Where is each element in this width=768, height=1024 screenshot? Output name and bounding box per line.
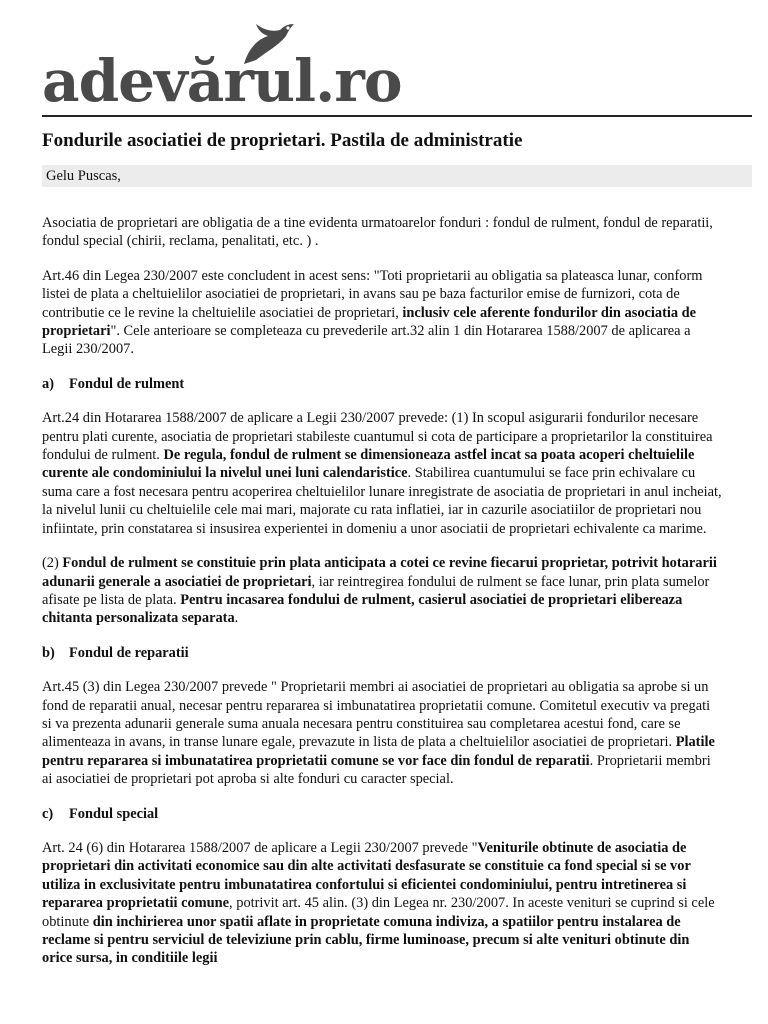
emphasis-run: Pentru incasarea fondului de rulment, casierul asociatiei de proprietari elibereaza chitanta personalizata separata xyxy=(42,591,683,627)
emphasis-run: Fondul de rulment se constituie prin plata anticipata a cotei ce revine fiecarui proprietar, potrivit hotararii adunarii generale a asociatiei de proprietari xyxy=(42,555,717,590)
art24-paragraph xyxy=(42,409,722,538)
section-title: Fondul de rulment xyxy=(69,375,185,392)
emphasis-run: Platile pentru repararea si imbunatatirea proprietatii comune se vor face din fondul de reparatii xyxy=(42,734,715,769)
text-run: Art. 24 (6) din Hotararea 1588/2007 de aplicare a Legii 230/2007 prevede " xyxy=(42,839,478,856)
section-heading-b xyxy=(42,644,722,662)
text-run: (2) xyxy=(42,555,63,572)
text-run: . Stabilirea cuantumului se face prin echivalare cu suma care a fost necesara pentru acoperirea cheltuielilor lunare inregistrate de asociatia de proprietari in anul incheiat, la nivelul lunii cu cheltuielile cele mai mari, majorate cu rata inflatiei, iar in cazurile asociatiilor de proprietari nou infiintate, prin constatarea si insusirea experientei in domeniu a unor asociatii de proprietari echivalente ca marime. xyxy=(42,465,722,537)
section-heading-c xyxy=(42,805,722,823)
text-run: Art.46 din Legea 230/2007 este concludent in acest sens: "Toti proprietarii au obligatia sa plateasca lunar, conform listei de plata a cheltuielilor asociatiei de proprietari, in avans sau pe baza facturilor emise de furnizori, cota de contributie ce le revine la cheltuielile asociatiei de proprietari, xyxy=(42,267,703,321)
article-title: Fondurile asociatiei de proprietari. Pastila de administratie xyxy=(42,130,523,151)
section-letter: b) xyxy=(42,644,55,661)
art24-6-paragraph xyxy=(42,839,722,968)
masthead xyxy=(42,20,742,120)
emphasis-run: Veniturile obtinute de asociatia de proprietari din activitati economice sau din alte activitati desfasurate se constituie ca fond special si se vor utiliza in exclusivitate pentru imbunatatirea confortului si eficientei condominiului, pentru intretinerea si repararea proprietatii comune xyxy=(42,839,691,912)
section-heading-a xyxy=(42,375,722,393)
intro-paragraph: Asociatia de proprietari are obligatia de a tine evidenta urmatoarelor fonduri : fondul de rulment, fondul de reparatii, fondul special (chirii, reclama, penalitati, etc. ) . xyxy=(42,215,713,250)
text-run: . xyxy=(234,610,239,627)
article-author: Gelu Puscas, xyxy=(46,168,121,184)
site-logo: adevărul.ro xyxy=(42,47,402,115)
text-run: , iar reintregirea fondului de rulment se face lunar, prin plata sumelor afisate pe lista de plata. xyxy=(42,573,710,608)
art46-paragraph xyxy=(42,267,722,359)
text-run: , potrivit art. 45 alin. (3) din Legea nr. 230/2007. In aceste venituri se cuprind si cele obtinute xyxy=(42,895,715,930)
text-run: ". Cele anterioare se completeaza cu prevederile art.32 alin 1 din Hotararea 1588/2007 de aplicarea a Legii 230/2007. xyxy=(42,323,691,358)
section-title: Fondul de reparatii xyxy=(69,644,189,661)
emphasis-run: De regula, fondul de rulment se dimensioneaza astfel incat sa poata acoperi cheltuielile curente ale condominiului la nivelul unei luni calendaristice xyxy=(42,447,695,482)
art45-paragraph xyxy=(42,678,722,788)
art24-2-paragraph xyxy=(42,554,722,628)
section-letter: c) xyxy=(42,805,54,822)
emphasis-run: inclusiv cele aferente fondurilor din asociatia de proprietari xyxy=(42,304,697,340)
emphasis-run: din inchirierea unor spatii aflate in proprietate comuna indiviza, a spatiilor pentru instalarea de reclame si pentru serviciul de televiziune prin cablu, firme luminoase, precum si alte venituri obtinute din orice sursa, in conditiile legii xyxy=(42,913,690,967)
text-run: Art.45 (3) din Legea 230/2007 prevede " Proprietarii membri ai asociatiei de proprietari au obligatia sa aprobe si un fond de reparatii anual, necesar pentru repararea si imbunatatirea proprietatii comune. Comitetul executiv va pregati si va prezenta adunarii generale suma anuala necesara pentru constituirea sau completarea acestui fond, care se alimenteaza in avans, in transe lunare egale, prevazute in lista de plata a cheltuielilor asociatiei de proprietari. xyxy=(42,679,711,751)
section-letter: a) xyxy=(42,375,54,392)
text-run: . Proprietarii membri ai asociatiei de proprietari pot aproba si alte fonduri cu caracter special. xyxy=(42,752,711,788)
article-body xyxy=(42,214,722,984)
masthead-divider xyxy=(42,115,752,117)
section-title: Fondul special xyxy=(69,805,159,822)
author-bar xyxy=(42,165,752,187)
text-run: Art.24 din Hotararea 1588/2007 de aplicare a Legii 230/2007 prevede: (1) In scopul asigurarii fondurilor necesare pentru plati curente, asociatia de proprietari stabileste cuantumul si cota de participare a proprietarilor la constituirea fondului de rulment. xyxy=(42,410,713,464)
